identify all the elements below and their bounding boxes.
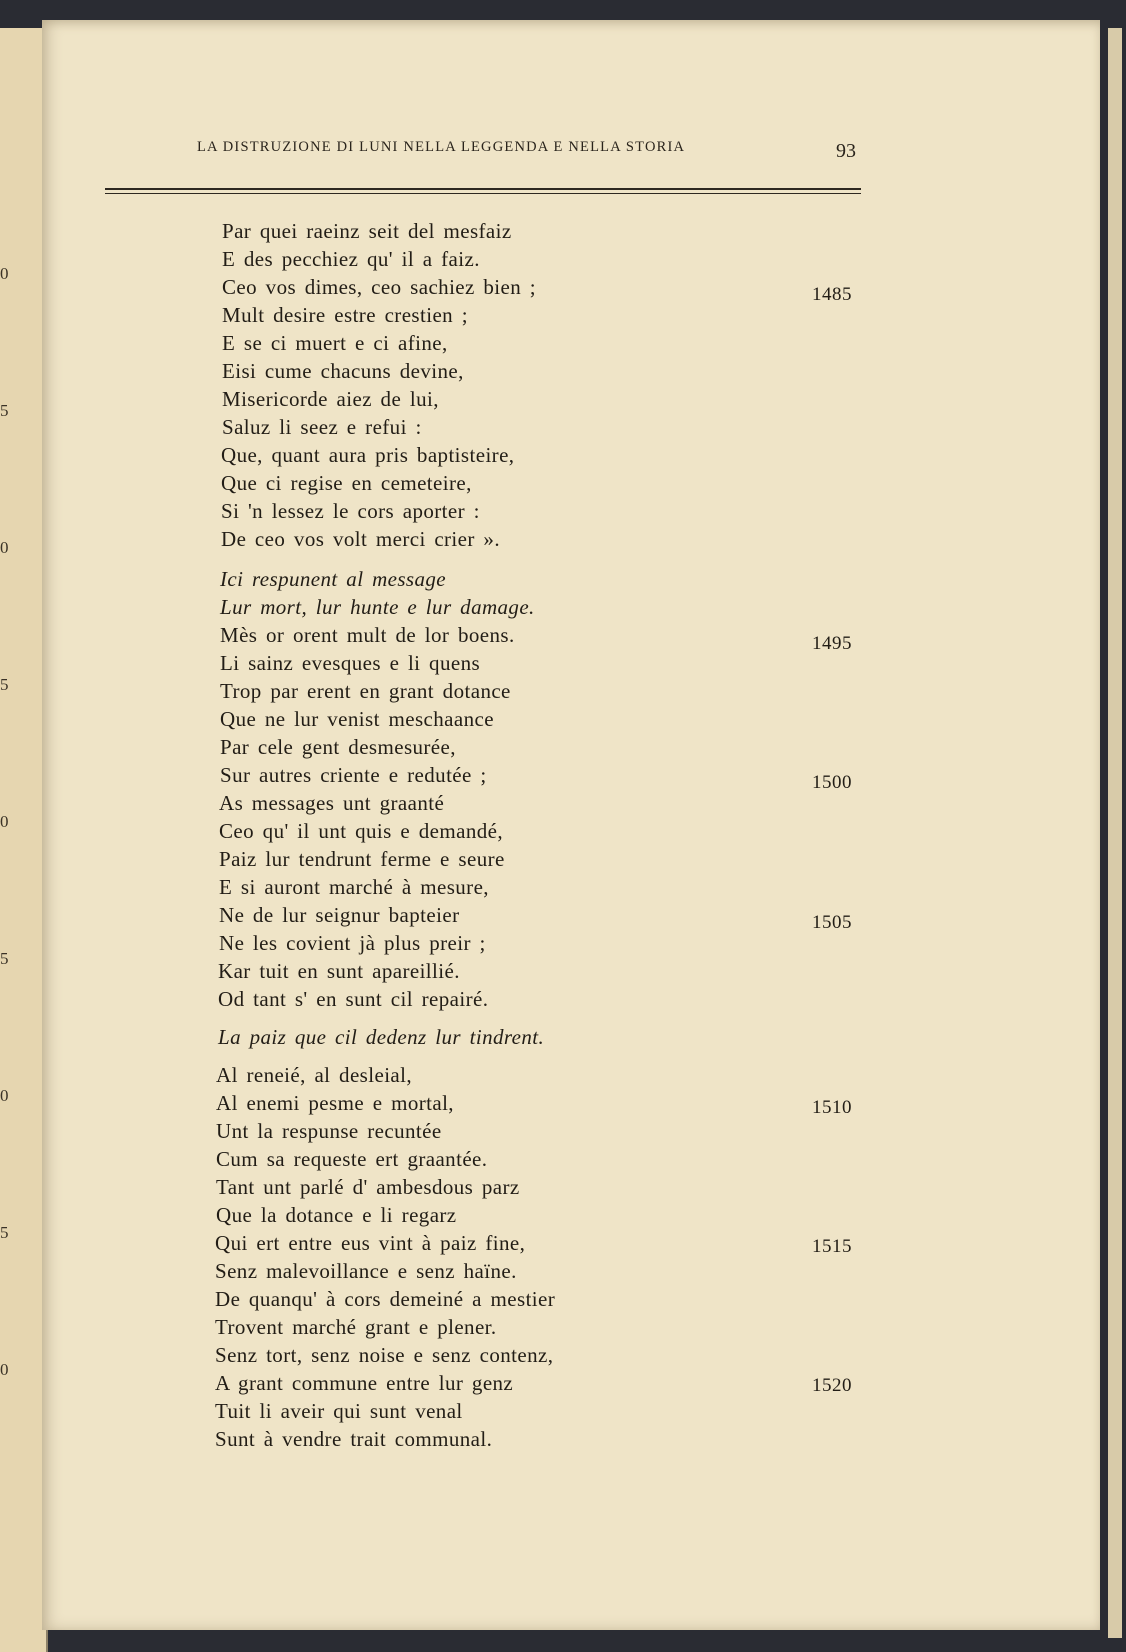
verse-line: Ne de lur seignur bapteier xyxy=(219,903,460,927)
line-number: 1515 xyxy=(812,1236,852,1257)
margin-line-number: 0 xyxy=(0,538,9,557)
verse-line: Que ci regise en cemeteire, xyxy=(221,471,472,495)
header-rule xyxy=(105,188,861,190)
verse-line: Mès or orent mult de lor boens. xyxy=(220,623,515,647)
verse-line: E se ci muert e ci afine, xyxy=(222,331,448,355)
verse-line: Tuit li aveir qui sunt venal xyxy=(215,1399,463,1423)
line-number: 1505 xyxy=(812,912,852,933)
verse-line: Kar tuit en sunt apareillié. xyxy=(218,959,460,983)
verse-line: Qui ert entre eus vint à paiz fine, xyxy=(215,1231,526,1255)
verse-line: Ceo vos dimes, ceo sachiez bien ; xyxy=(222,275,537,299)
verse-line: Paiz lur tendrunt ferme e seure xyxy=(219,847,505,871)
verse-line: Tant unt parlé d' ambesdous parz xyxy=(216,1175,520,1199)
verse-line: Al enemi pesme e mortal, xyxy=(216,1091,454,1115)
verse-line: Senz tort, senz noise e senz contenz, xyxy=(215,1343,554,1367)
verse-line: Si 'n lessez le cors aporter : xyxy=(221,499,480,523)
verse-line: A grant commune entre lur genz xyxy=(215,1371,514,1395)
margin-line-number: 5 xyxy=(0,401,9,420)
line-number: 1500 xyxy=(812,772,852,793)
page-number: 93 xyxy=(836,140,856,162)
margin-line-number: 5 xyxy=(0,949,9,968)
verse-line: De ceo vos volt merci crier ». xyxy=(221,527,500,551)
verse-line: Misericorde aiez de lui, xyxy=(222,387,439,411)
book-page xyxy=(42,20,1100,1630)
verse-line: Mult desire estre crestien ; xyxy=(222,303,468,327)
verse-line: Senz malevoillance e senz haïne. xyxy=(215,1259,517,1283)
verse-line: Sur autres criente e redutée ; xyxy=(220,763,487,787)
section-heading: La paiz que cil dedenz lur tindrent. xyxy=(218,1025,545,1049)
verse-line: De quanqu' à cors demeiné a mestier xyxy=(215,1287,556,1311)
verse-line: Trovent marché grant e plener. xyxy=(215,1315,497,1339)
section-heading: Ici respunent al message xyxy=(220,567,447,591)
margin-line-number: 0 xyxy=(0,1360,9,1379)
margin-line-number: 0 xyxy=(0,1086,9,1105)
verse-line: As messages unt graanté xyxy=(219,791,445,815)
verse-line: Trop par erent en grant dotance xyxy=(220,679,511,703)
line-number: 1495 xyxy=(812,633,852,654)
header-rule-thin xyxy=(105,193,861,194)
verse-line: Eisi cume chacuns devine, xyxy=(222,359,464,383)
running-title: LA DISTRUZIONE DI LUNI NELLA LEGGENDA E NELLA STORIA xyxy=(197,139,686,155)
verse-line: Unt la respunse recuntée xyxy=(216,1119,442,1143)
line-number: 1485 xyxy=(812,284,852,305)
margin-line-number: 0 xyxy=(0,812,9,831)
margin-line-number: 0 xyxy=(0,264,9,283)
verse-line: Li sainz evesques e li quens xyxy=(220,651,481,675)
verse-line: Par quei raeinz seit del mesfaiz xyxy=(222,219,512,243)
verse-line: Al reneié, al desleial, xyxy=(216,1063,413,1087)
previous-page-edge xyxy=(0,28,48,1652)
verse-line: Cum sa requeste ert graantée. xyxy=(216,1147,488,1171)
section-heading: Lur mort, lur hunte e lur damage. xyxy=(220,595,535,619)
margin-line-number: 5 xyxy=(0,675,9,694)
verse-line: Que la dotance e li regarz xyxy=(216,1203,457,1227)
page-edge xyxy=(1108,28,1122,1638)
verse-line: Ceo qu' il unt quis e demandé, xyxy=(219,819,503,843)
verse-line: Que, quant aura pris baptisteire, xyxy=(221,443,515,467)
verse-line: Saluz li seez e refui : xyxy=(222,415,422,439)
margin-line-number: 5 xyxy=(0,1223,9,1242)
verse-line: Par cele gent desmesurée, xyxy=(220,735,456,759)
verse-line: E si auront marché à mesure, xyxy=(219,875,489,899)
line-number: 1520 xyxy=(812,1375,852,1396)
verse-line: Sunt à vendre trait communal. xyxy=(215,1427,493,1451)
verse-line: E des pecchiez qu' il a faiz. xyxy=(222,247,480,271)
verse-line: Que ne lur venist meschaance xyxy=(220,707,494,731)
verse-line: Od tant s' en sunt cil repairé. xyxy=(218,987,489,1011)
line-number: 1510 xyxy=(812,1097,852,1118)
verse-line: Ne les covient jà plus preir ; xyxy=(219,931,486,955)
